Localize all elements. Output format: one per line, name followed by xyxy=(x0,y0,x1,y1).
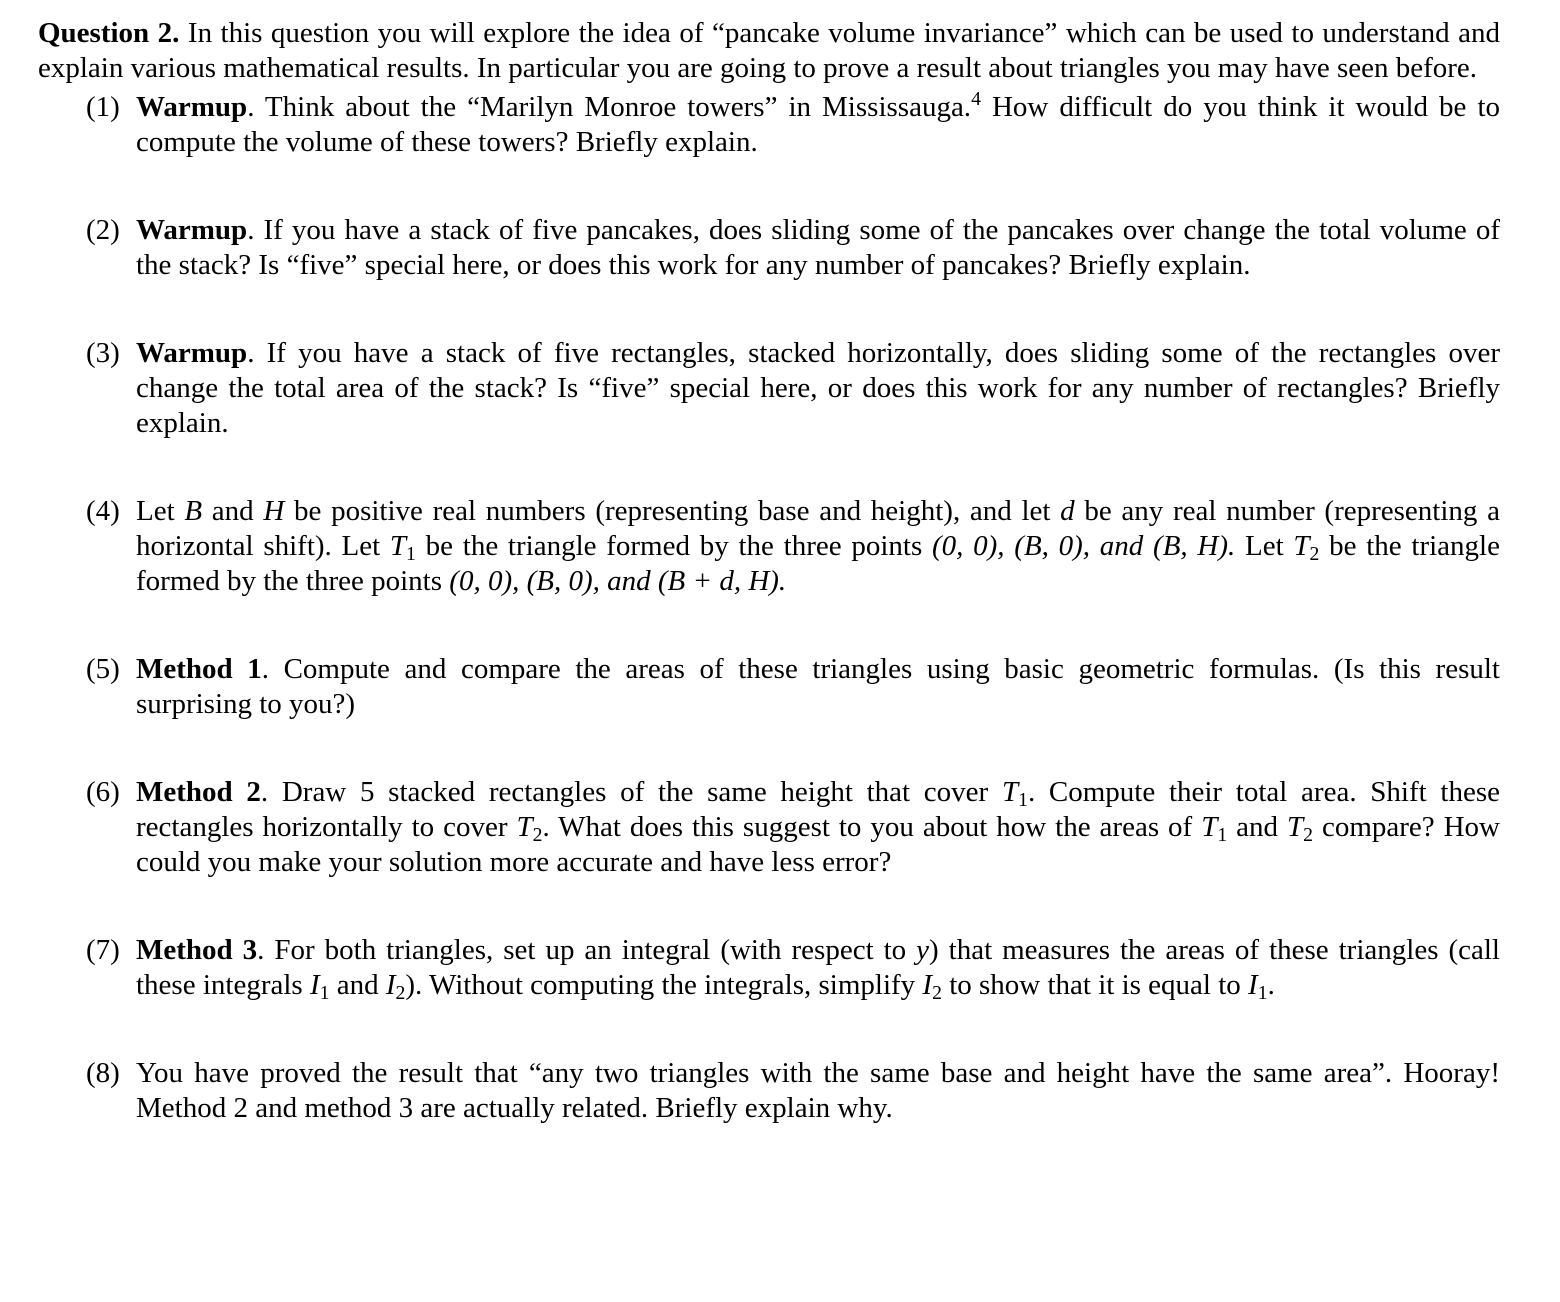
item-text: be the triangle formed by the three points xyxy=(136,530,1500,597)
item-lead: Method 3 xyxy=(136,934,258,966)
math-T: T xyxy=(1286,811,1304,843)
item-text: be positive real numbers (representing base and height), and let xyxy=(284,495,1061,527)
list-item xyxy=(38,90,1500,160)
math-subscript: 2 xyxy=(1303,823,1313,846)
list-item xyxy=(38,494,1500,599)
item-lead: Warmup xyxy=(136,337,248,369)
item-number: (8) xyxy=(86,1057,120,1089)
math-subscript: 1 xyxy=(1018,788,1028,811)
item-lead: Method 1 xyxy=(136,653,262,685)
math-subscript: 2 xyxy=(395,981,406,1004)
list-item xyxy=(38,1056,1500,1126)
math-subscript: 2 xyxy=(1309,542,1320,565)
document-page xyxy=(38,16,1500,1126)
item-text: Let xyxy=(1235,530,1294,562)
item-text: . If you have a stack of five pancakes, does sliding some of the pancakes over change the total volume of the stack? Is “five” special here, or does this work for any number of pancakes? Briefly explain. xyxy=(136,214,1500,281)
math-points-t1: (0, 0), (B, 0), and (B, H). xyxy=(931,530,1236,562)
item-text: and xyxy=(1227,811,1287,843)
question-parts-list xyxy=(38,90,1500,1126)
item-number: (2) xyxy=(86,214,120,246)
item-text: and xyxy=(329,969,386,1001)
math-H: H xyxy=(263,495,285,527)
question-intro xyxy=(38,16,1500,86)
item-number: (6) xyxy=(86,776,120,808)
item-text: . xyxy=(1267,969,1275,1001)
item-text: . Draw 5 stacked rectangles of the same height that cover xyxy=(260,776,1002,808)
item-text: Let xyxy=(136,495,185,527)
math-B: B xyxy=(184,495,203,527)
item-text: and xyxy=(202,495,264,527)
list-item xyxy=(38,775,1500,880)
math-subscript: 1 xyxy=(406,542,416,565)
item-text: ) that measures the areas of these triangles (call these integrals xyxy=(136,934,1500,1001)
item-text: be any real number (representing a horizontal shift). Let xyxy=(136,495,1500,562)
math-T: T xyxy=(1001,776,1019,808)
list-item xyxy=(38,336,1500,441)
math-subscript: 2 xyxy=(532,823,543,846)
math-T: T xyxy=(1201,811,1218,843)
item-number: (4) xyxy=(86,495,120,527)
question-label: Question 2. xyxy=(38,17,180,49)
item-text: be the triangle formed by the three points xyxy=(415,530,932,562)
item-text: You have proved the result that “any two triangles with the same base and height have the same area”. Hooray! Method 2 and method 3 are actually related. Briefly explain why. xyxy=(136,1057,1500,1124)
math-subscript: 1 xyxy=(319,981,330,1004)
math-T: T xyxy=(389,530,407,562)
item-text: ). Without computing the integrals, simplify xyxy=(405,969,923,1001)
math-points-t2: (0, 0), (B, 0), and (B + d, H). xyxy=(449,565,787,597)
math-y: y xyxy=(916,934,930,966)
item-text: How difficult do you think it would be to compute the volume of these towers? Briefly explain. xyxy=(136,91,1500,158)
math-subscript: 1 xyxy=(1217,823,1228,846)
footnote-marker: 4 xyxy=(971,88,981,111)
item-number: (5) xyxy=(86,653,120,685)
math-subscript: 2 xyxy=(932,981,942,1004)
item-text: . Think about the “Marilyn Monroe towers” in Mississauga. xyxy=(247,91,972,123)
math-subscript: 1 xyxy=(1257,981,1268,1004)
item-text: compare? How could you make your solution more accurate and have less error? xyxy=(136,811,1500,878)
math-T: T xyxy=(516,811,533,843)
item-text: . If you have a stack of five rectangles, stacked horizontally, does sliding some of the rectangles over change the total area of the stack? Is “five” special here, or does this work for any number of rectangles? Briefly explain. xyxy=(136,337,1500,439)
item-text: . Compute and compare the areas of these triangles using basic geometric formulas. (Is this result surprising to you?) xyxy=(136,653,1500,720)
math-T: T xyxy=(1293,530,1310,562)
list-item xyxy=(38,933,1500,1003)
item-lead: Warmup xyxy=(136,91,248,123)
item-number: (7) xyxy=(86,934,120,966)
item-number: (1) xyxy=(86,91,120,123)
item-number: (3) xyxy=(86,337,120,369)
math-I: I xyxy=(1248,969,1258,1001)
math-d: d xyxy=(1060,495,1075,527)
list-item xyxy=(38,213,1500,283)
math-I: I xyxy=(309,969,320,1001)
item-lead: Warmup xyxy=(136,214,248,246)
math-I: I xyxy=(385,969,396,1001)
item-text: . What does this suggest to you about how the areas of xyxy=(542,811,1202,843)
item-lead: Method 2 xyxy=(136,776,261,808)
item-text: . Compute their total area. Shift these rectangles horizontally to cover xyxy=(136,776,1500,843)
list-item xyxy=(38,652,1500,722)
item-text: . For both triangles, set up an integral (with respect to xyxy=(257,934,917,966)
math-I: I xyxy=(922,969,933,1001)
item-text: to show that it is equal to xyxy=(941,969,1249,1001)
question-intro-text: In this question you will explore the idea of “pancake volume invariance” which can be used to understand and explain various mathematical results. In particular you are going to prove a result about triangles you may have seen before. xyxy=(38,17,1501,84)
